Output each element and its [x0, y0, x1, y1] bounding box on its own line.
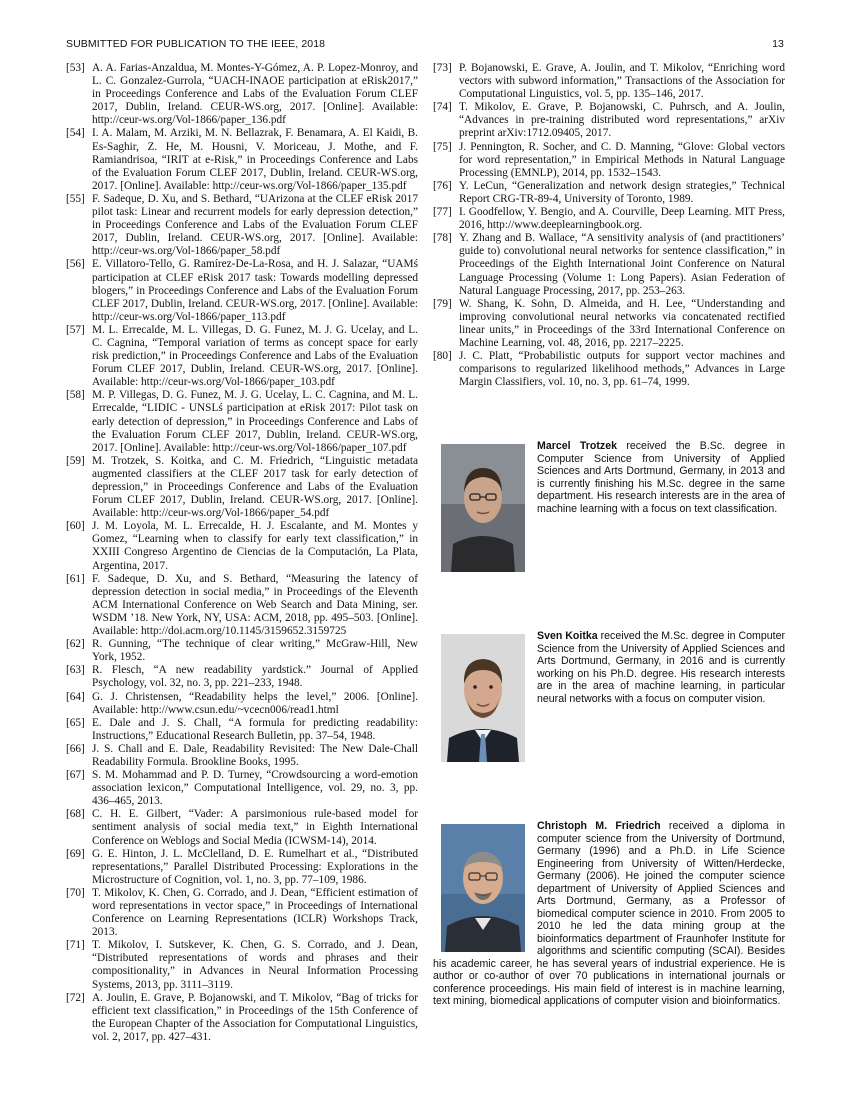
reference-item: [66, 520, 418, 572]
reference-text: J. M. Loyola, M. L. Errecalde, H. J. Escalante, and M. Montes y Gomez, “Learning when to classify for early text classification,” in XXIII Congreso Argentino de Ciencias de la Computación, La Plata, Argentina, 2017.: [92, 520, 418, 572]
reference-text: M. L. Errecalde, M. L. Villegas, D. G. Funez, M. J. G. Ucelay, and L. C. Cagnina, “Temporal variation of terms as concept space for early risk prediction,” in Proceedings Conference and Labs of the Evaluation Forum CLEF 2017, Dublin, Ireland. CEUR-WS.org, 2017. [Online]. Available: http://ceur-ws.org/Vol-1866/paper_103.pdf: [92, 323, 418, 389]
reference-number: [75]: [433, 140, 452, 153]
reference-item: [66, 939, 418, 991]
reference-number: [58]: [66, 389, 85, 402]
reference-text: T. Mikolov, E. Grave, P. Bojanowski, C. Puhrsch, and A. Joulin, “Advances in pre-training distributed word representations,” arXiv preprint arXiv:1712.09405, 2017.: [459, 101, 785, 140]
reference-item: [433, 180, 785, 206]
author-photo: [441, 634, 525, 762]
reference-item: [66, 389, 418, 454]
author-bio-text: received the B.Sc. degree in Computer Science from University of Applied Sciences and Arts Dortmund, Germany, in 2013 and is currently finishing his M.Sc. degree in the same department. His research interests are in the area of machine learning with a focus on text classification.: [537, 440, 785, 515]
page-number: 13: [772, 38, 784, 50]
reference-number: [73]: [433, 62, 452, 74]
reference-number: [80]: [433, 350, 452, 363]
reference-item: [66, 769, 418, 808]
author-portrait-image: [441, 444, 525, 572]
reference-text: M. Trotzek, S. Koitka, and C. M. Friedrich, “Linguistic metadata augmented classifiers at the CLEF 2017 task for early detection of depression,” in Proceedings Conference and Labs of the Evaluation Forum CLEF 2017, Dublin, Ireland. CEUR-WS.org, 2017. [Online]. Available: http://ceur-ws.org/Vol-1866/paper_54.pdf: [92, 454, 418, 520]
reference-item: [433, 206, 785, 232]
reference-item: [66, 455, 418, 520]
reference-item: [66, 324, 418, 389]
reference-number: [61]: [66, 572, 85, 585]
reference-text: Y. LeCun, “Generalization and network design strategies,” Technical Report CRG-TR-89-4, University of Toronto, 1989.: [459, 179, 785, 205]
reference-item: [66, 638, 418, 664]
author-bio-text: received a diploma in computer science from the University of Dortmund, Germany (1996) and a Ph.D. in Life Science Engineering from University of Witten/Herdecke, Germany (2006). He joined the computer science department of University of Applied Sciences and Arts Dortmund, Germany, as a Professor of biomedical computer science in 2010. From 2005 to 2010 he led the data mining group at the bioinformatics department of Fraunhofer Institute for algorithms and scientific computing (SCAI). Besides his academic career, he has several years of industrial experience. He is author or co-author of over 70 publications in international journals or conference proceedings. His main field of interest is in machine learning, text mining, biomedical applications of computer vision and bioinformatics.: [433, 820, 785, 1007]
reference-number: [79]: [433, 297, 452, 310]
reference-item: [66, 193, 418, 258]
reference-number: [78]: [433, 232, 452, 245]
reference-text: E. Villatoro-Tello, G. Ramírez-De-La-Rosa, and H. J. Salazar, “UAMś participation at CLEF eRisk 2017 task: Towards modelling depressed blogers,” in Proceedings Conference and Labs of the Evaluation Forum CLEF 2017, Dublin, Ireland. CEUR-WS.org, 2017. [Online]. Available: http://ceur-ws.org/Vol-1866/paper_113.pdf: [92, 258, 418, 323]
reference-number: [60]: [66, 520, 85, 533]
references-column-right: [433, 62, 785, 389]
reference-number: [67]: [66, 769, 85, 782]
author-photo: [441, 444, 525, 572]
reference-number: [68]: [66, 808, 85, 821]
author-name: Sven Koitka: [537, 630, 598, 642]
author-bio: [433, 630, 785, 764]
author-bio-text: received the M.Sc. degree in Computer Science from the University of Applied Sciences and Arts Dortmund, Germany, in 2016 and is currently working on his Ph.D. degree. His research interests are in the area of machine learning, in particular neural networks with a focus on computer vision.: [537, 630, 785, 705]
author-name: Christoph M. Friedrich: [537, 820, 661, 832]
reference-number: [53]: [66, 62, 85, 74]
reference-number: [77]: [433, 206, 452, 219]
reference-text: Y. Zhang and B. Wallace, “A sensitivity analysis of (and practitioners’ guide to) convolutional neural networks for sentence classification,” in Proceedings of the Eighth International Joint Conference on Natural Language Processing (Volume 1: Long Papers). Asian Federation of Natural Language Processing, 2017, pp. 253–263.: [459, 232, 785, 297]
reference-text: A. Joulin, E. Grave, P. Bojanowski, and T. Mikolov, “Bag of tricks for efficient text classification,” in Proceedings of the 15th Conference of the European Chapter of the Association for Computational Linguistics, vol. 2, 2017, pp. 427–431.: [92, 991, 418, 1043]
reference-number: [70]: [66, 886, 85, 899]
references-column-left: [66, 62, 418, 1044]
reference-number: [74]: [433, 101, 452, 114]
reference-text: T. Mikolov, I. Sutskever, K. Chen, G. S. Corrado, and J. Dean, “Distributed representations of words and phrases and their compositionality,” in Advances in Neural Information Processing Systems, 2013, pp. 3111–3119.: [92, 939, 418, 991]
reference-item: [66, 573, 418, 638]
reference-text: J. C. Platt, “Probabilistic outputs for support vector machines and comparisons to regularized likelihood methods,” Advances in Large Margin Classifiers, vol. 10, no. 3, pp. 61–74, 1999.: [459, 350, 785, 389]
reference-number: [72]: [66, 991, 85, 1004]
reference-text: P. Bojanowski, E. Grave, A. Joulin, and T. Mikolov, “Enriching word vectors with subword information,” Transactions of the Association for Computational Linguistics, vol. 5, pp. 135–146, 2017.: [459, 62, 785, 101]
author-bio: [433, 820, 785, 1008]
reference-item: [66, 664, 418, 690]
reference-text: J. S. Chall and E. Dale, Readability Revisited: The New Dale-Chall Readability Formula. Brookline Books, 1995.: [92, 742, 418, 768]
author-portrait-image: [441, 824, 525, 952]
reference-number: [57]: [66, 323, 85, 336]
reference-text: M. P. Villegas, D. G. Funez, M. J. G. Ucelay, L. C. Cagnina, and M. L. Errecalde, “LIDIC - UNSLś participation at eRisk 2017: Pilot task on early detection of depression,” in Proceedings Conference and Labs of the Evaluation Forum CLEF 2017, Dublin, Ireland. CEUR-WS.org, 2017. [Online]. Available: http://ceur-ws.org/Vol-1866/paper_107.pdf: [92, 389, 418, 454]
author-photo: [441, 824, 525, 952]
reference-item: [66, 691, 418, 717]
reference-item: [433, 298, 785, 350]
reference-text: G. J. Christensen, “Readability helps the level,” 2006. [Online]. Available: http://www.csun.edu/~vcecn006/read1.html: [92, 690, 418, 716]
reference-item: [66, 62, 418, 127]
reference-text: R. Flesch, “A new readability yardstick.” Journal of Applied Psychology, vol. 32, no. 3, pp. 221–233, 1948.: [92, 664, 418, 690]
reference-item: [66, 258, 418, 323]
reference-text: S. M. Mohammad and P. D. Turney, “Crowdsourcing a word-emotion association lexicon,” Computational Intelligence, vol. 29, no. 3, pp. 436–465, 2013.: [92, 769, 418, 808]
reference-item: [66, 743, 418, 769]
running-header: SUBMITTED FOR PUBLICATION TO THE IEEE, 2018: [66, 38, 326, 50]
reference-item: [433, 141, 785, 180]
reference-item: [66, 887, 418, 939]
reference-number: [55]: [66, 192, 85, 205]
author-bio: [433, 440, 785, 574]
reference-number: [66]: [66, 742, 85, 755]
reference-number: [76]: [433, 179, 452, 192]
reference-text: F. Sadeque, D. Xu, and S. Bethard, “UArizona at the CLEF eRisk 2017 pilot task: Linear and recurrent models for early depression detection,” in Proceedings Conference and Labs of the Evaluation Forum CLEF 2017, Dublin, Ireland. CEUR-WS.org, 2017. [Online]. Available: http://ceur-ws.org/Vol-1866/paper_58.pdf: [92, 192, 418, 258]
reference-item: [433, 350, 785, 389]
reference-text: W. Shang, K. Sohn, D. Almeida, and H. Lee, “Understanding and improving convolutional neural networks via concatenated rectified linear units,” in Proceedings of the 33rd International Conference on Machine Learning, vol. 48, 2016, pp. 2217–2225.: [459, 297, 785, 349]
author-portrait-image: [441, 634, 525, 762]
reference-text: I. A. Malam, M. Arziki, M. N. Bellazrak, F. Benamara, A. El Kaidi, B. Es-Saghir, Z. He, M. Housni, V. Moriceau, J. Mothe, and F. Ramiandrisoa, “IRIT at e-Risk,” in Proceedings Conference and Labs of the Evaluation Forum CLEF 2017, Dublin, Ireland. CEUR-WS.org, 2017. [Online]. Available: http://ceur-ws.org/Vol-1866/paper_135.pdf: [92, 127, 418, 192]
reference-text: A. A. Farias-Anzaldua, M. Montes-Y-Gómez, A. P. Lopez-Monroy, and L. C. Gonzalez-Gurrola, “UACH-INAOE participation at eRisk2017,” in Proceedings Conference and Labs of the Evaluation Forum CLEF 2017, Dublin, Ireland. CEUR-WS.org, 2017. [Online]. Available: http://ceur-ws.org/Vol-1866/paper_136.pdf: [92, 62, 418, 127]
reference-item: [433, 62, 785, 101]
reference-item: [66, 848, 418, 887]
reference-number: [64]: [66, 690, 85, 703]
reference-text: G. E. Hinton, J. L. McClelland, D. E. Rumelhart et al., “Distributed representations,” Parallel Distributed Processing: Explorations in the Microstructure of Cognition, vol. 1, no. 3, pp. 77–109, 1986.: [92, 847, 418, 886]
reference-number: [63]: [66, 664, 85, 677]
reference-text: I. Goodfellow, Y. Bengio, and A. Courville, Deep Learning. MIT Press, 2016, http://www.deeplearningbook.org.: [459, 206, 785, 232]
reference-text: C. H. E. Gilbert, “Vader: A parsimonious rule-based model for sentiment analysis of social media text,” in Eighth International Conference on Weblogs and Social Media (ICWSM-14), 2014.: [92, 808, 418, 847]
reference-item: [66, 717, 418, 743]
reference-number: [69]: [66, 847, 85, 860]
reference-number: [56]: [66, 258, 85, 271]
reference-number: [71]: [66, 939, 85, 952]
reference-number: [59]: [66, 454, 85, 467]
reference-number: [54]: [66, 127, 85, 140]
reference-item: [433, 232, 785, 297]
reference-text: F. Sadeque, D. Xu, and S. Bethard, “Measuring the latency of depression detection in social media,” in Proceedings of the Eleventh ACM International Conference on Web Search and Data Mining, ser. WSDM ’18. New York, NY, USA: ACM, 2018, pp. 495–503. [Online]. Available: http://doi.acm.org/10.1145/3159652.3159725: [92, 572, 418, 638]
reference-text: J. Pennington, R. Socher, and C. D. Manning, “Glove: Global vectors for word representation,” in Empirical Methods in Natural Language Processing (EMNLP), 2014, pp. 1532–1543.: [459, 140, 785, 179]
reference-item: [66, 127, 418, 192]
reference-item: [66, 808, 418, 847]
reference-text: T. Mikolov, K. Chen, G. Corrado, and J. Dean, “Efficient estimation of word representations in vector space,” in Proceedings of International Conference on Learning Representations (ICLR) Workshops Track, 2013.: [92, 886, 418, 939]
reference-number: [65]: [66, 716, 85, 729]
reference-text: E. Dale and J. S. Chall, “A formula for predicting readability: Instructions,” Educational Research Bulletin, pp. 37–54, 1948.: [92, 716, 418, 742]
author-name: Marcel Trotzek: [537, 440, 617, 452]
reference-text: R. Gunning, “The technique of clear writing,” McGraw-Hill, New York, 1952.: [92, 638, 418, 664]
reference-item: [433, 101, 785, 140]
reference-number: [62]: [66, 638, 85, 651]
reference-item: [66, 992, 418, 1044]
